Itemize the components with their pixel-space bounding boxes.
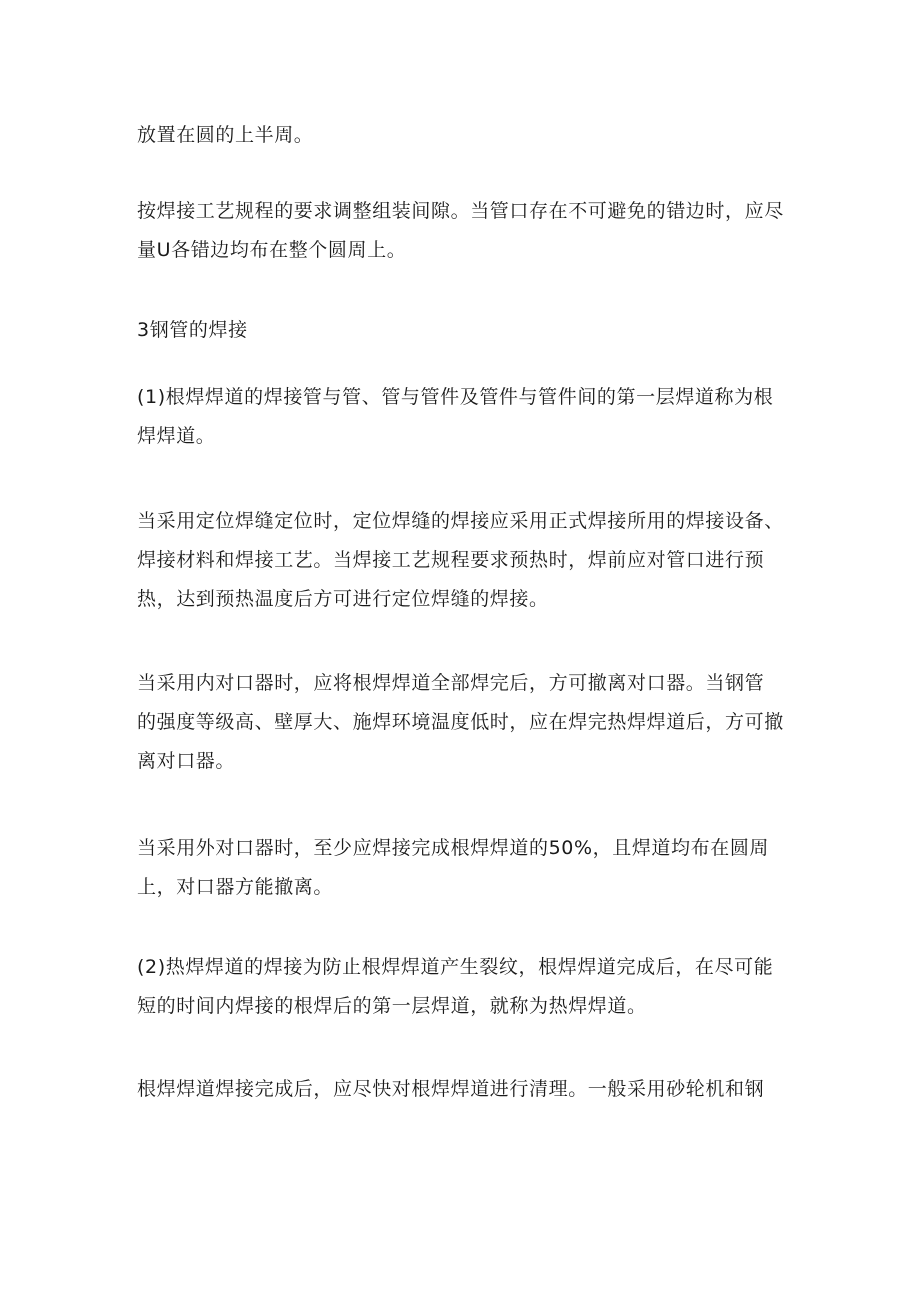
paragraph-cleaning bbox=[137, 1070, 797, 1109]
text-line: 离对口器。 bbox=[137, 750, 236, 772]
text-line: (1)根焊焊道的焊接管与管、管与管件及管件与管件间的第一层焊道称为根 bbox=[137, 386, 774, 408]
paragraph-placement bbox=[137, 116, 797, 155]
paragraph-external-clamp bbox=[137, 829, 797, 907]
paragraph-root-pass bbox=[137, 378, 797, 456]
text-line: 按焊接工艺规程的要求调整组装间隙。当管口存在不可避免的错边时，应尽 bbox=[137, 200, 784, 222]
text-line: 焊接材料和焊接工艺。当焊接工艺规程要求预热时，焊前应对管口进行预 bbox=[137, 549, 765, 571]
paragraph-hot-pass bbox=[137, 948, 797, 1026]
paragraph-tack-weld bbox=[137, 502, 797, 619]
paragraph-gap-adjustment bbox=[137, 192, 797, 270]
text-line: 根焊焊道焊接完成后，应尽快对根焊焊道进行清理。一般采用砂轮机和钢 bbox=[137, 1078, 765, 1100]
text-line: 上，对口器方能撤离。 bbox=[137, 876, 334, 898]
text-line: 量U各错边均布在整个圆周上。 bbox=[137, 239, 407, 261]
text-line: 当采用内对口器时，应将根焊焊道全部焊完后，方可撤离对口器。当钢管 bbox=[137, 672, 765, 694]
text-line: 的强度等级高、壁厚大、施焊环境温度低时，应在焊完热焊焊道后，方可撤 bbox=[137, 711, 784, 733]
text-line: 焊焊道。 bbox=[137, 425, 216, 447]
text-line: 放置在圆的上半周。 bbox=[137, 124, 314, 146]
text-line: 短的时间内焊接的根焊后的第一层焊道，就称为热焊焊道。 bbox=[137, 995, 647, 1017]
section-heading bbox=[137, 311, 797, 350]
text-line: 当采用定位焊缝定位时，定位焊缝的焊接应采用正式焊接所用的焊接设备、 bbox=[137, 510, 784, 532]
text-line: 3钢管的焊接 bbox=[137, 319, 248, 341]
text-line: 热，达到预热温度后方可进行定位焊缝的焊接。 bbox=[137, 588, 549, 610]
text-line: 当采用外对口器时，至少应焊接完成根焊焊道的50%，且焊道均布在圆周 bbox=[137, 837, 770, 859]
text-line: (2)热焊焊道的焊接为防止根焊焊道产生裂纹，根焊焊道完成后，在尽可能 bbox=[137, 956, 774, 978]
paragraph-internal-clamp bbox=[137, 664, 797, 781]
